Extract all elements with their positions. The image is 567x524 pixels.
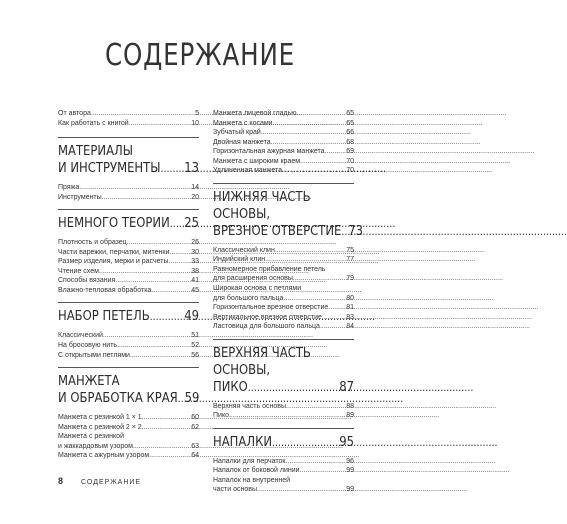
- toc-entry[interactable]: Двойная манжета ..... 68: [213, 138, 354, 148]
- toc-entry[interactable]: [58, 119, 199, 129]
- section-page: 59: [184, 390, 200, 407]
- section-divider: [213, 339, 354, 340]
- section-page: 87: [339, 378, 355, 395]
- section-heading-upper-part[interactable]: ВЕРХНЯЯ ЧАСТЬ ОСНОВЫ, ПИКО ..... 87: [213, 345, 354, 396]
- section-heading-thimbles[interactable]: НАПАЛКИ ..... 95: [213, 434, 354, 451]
- toc-left-column: [58, 109, 199, 461]
- toc-entry-title: Как работать с книгой: [58, 119, 129, 127]
- toc-entry[interactable]: Индийский клин ..... 77: [213, 255, 354, 265]
- page-footer: [58, 476, 141, 486]
- toc-entry[interactable]: Напалки для перчаток ..... 96: [213, 457, 354, 467]
- toc-entry[interactable]: Манжета с широким краем ..... 70: [213, 157, 354, 167]
- page-title: СОДЕРЖАНИЕ: [104, 38, 296, 73]
- toc-entry-page: 5: [195, 110, 199, 117]
- section-divider: [213, 183, 354, 184]
- toc-entry[interactable]: Размер изделия, мерки и расчеты ..... 33: [58, 257, 199, 267]
- toc-entry[interactable]: Влажно-тепловая обработка ..... 45: [58, 286, 199, 296]
- section-heading-cuff[interactable]: МАНЖЕТА И ОБРАБОТКА КРАЯ ..... 59: [58, 373, 199, 407]
- toc-entry[interactable]: части основы ..... 99: [213, 485, 354, 495]
- toc-entry[interactable]: для большого пальца ..... 80: [213, 294, 354, 304]
- toc-entry[interactable]: С открытыми петлями ..... 56: [58, 351, 199, 361]
- toc-entry[interactable]: Ластовица для большого пальца ..... 84: [213, 322, 354, 332]
- section-page: 25: [184, 215, 200, 232]
- section-heading-theory[interactable]: НЕМНОГО ТЕОРИИ ..... 25: [58, 215, 199, 232]
- section-page: 13: [184, 160, 200, 177]
- toc-entry[interactable]: Зубчатый край ..... 66: [213, 128, 354, 138]
- toc-entry[interactable]: Чтение схем ..... 38: [58, 267, 199, 277]
- toc-entry[interactable]: Плотность и образец ..... 26: [58, 238, 199, 248]
- toc-entry[interactable]: Инструменты ..... 20: [58, 193, 199, 203]
- running-head: СОДЕРЖАНИЕ: [81, 479, 142, 486]
- toc-entry[interactable]: Горизонтальное врезное отверстие ..... 81: [213, 303, 354, 313]
- toc-entry[interactable]: Вертикальное врезное отверстие ..... 83: [213, 313, 354, 323]
- toc-entry-line1[interactable]: Напалок на внутренней: [213, 476, 291, 484]
- section-divider: [213, 428, 354, 429]
- toc-entry[interactable]: Пряжа ..... 14: [58, 183, 199, 193]
- toc-entry[interactable]: Пико ..... 89: [213, 411, 354, 421]
- toc-entry[interactable]: На бросовую нить ..... 52: [58, 341, 199, 351]
- section-heading-materials[interactable]: МАТЕРИАЛЫ И ИНСТРУМЕНТЫ ..... 13: [58, 143, 199, 177]
- toc-entry[interactable]: Напалок от боковой линии ..... 99: [213, 466, 354, 476]
- section-page: 73: [348, 222, 364, 239]
- toc-entry[interactable]: [58, 109, 199, 119]
- toc-entry[interactable]: Манжета с ажурным узором ..... 64: [58, 451, 199, 461]
- section-divider: [58, 209, 199, 210]
- toc-entry-line1[interactable]: Широкая основа с петлями: [213, 285, 302, 293]
- toc-entry[interactable]: Горизонтальная ажурная манжета ..... 69: [213, 147, 354, 157]
- toc-entry-line1[interactable]: Равномерное прибавление петель: [213, 265, 326, 273]
- section-divider: [58, 137, 199, 138]
- toc-entry-line1[interactable]: Манжета с резинкой: [58, 433, 124, 441]
- toc-entry-page: 10: [191, 119, 199, 127]
- toc-entry[interactable]: Манжета лицевой гладью ..... 65: [213, 109, 354, 119]
- section-heading-lower-part[interactable]: НИЖНЯЯ ЧАСТЬ ОСНОВЫ, ВРЕЗНОЕ ОТВЕРСТИЕ ..... 73: [213, 189, 354, 240]
- toc-entry[interactable]: Классический ..... 51: [58, 331, 199, 341]
- toc-right-column: [213, 109, 364, 495]
- section-divider: [58, 302, 199, 303]
- toc-entry[interactable]: Манжета с резинкой 2 × 2 ..... 62: [58, 423, 199, 433]
- section-divider: [58, 367, 199, 368]
- section-heading-caston[interactable]: НАБОР ПЕТЕЛЬ ..... 49: [58, 308, 199, 325]
- toc-entry-title: От автора: [58, 110, 91, 117]
- section-page: 95: [339, 433, 355, 450]
- page-number: 8: [58, 476, 64, 486]
- toc-entry[interactable]: для расширения основы ..... 79: [213, 274, 354, 284]
- toc-entry[interactable]: Удлиненная манжета ..... 70: [213, 166, 354, 176]
- toc-entry[interactable]: Манжета с косами ..... 65: [213, 119, 354, 129]
- toc-entry[interactable]: и жаккардовым узором ..... 63: [58, 442, 199, 452]
- toc-entry[interactable]: Манжета с резинкой 1 × 1 ..... 60: [58, 413, 199, 423]
- toc-entry[interactable]: Способы вязания ..... 41: [58, 276, 199, 286]
- toc-entry[interactable]: Части варежки, перчатки, митенки ..... 30: [58, 248, 199, 258]
- toc-entry[interactable]: Классический клин ..... 75: [213, 246, 354, 256]
- toc-entry[interactable]: Верхняя часть основы ..... 88: [213, 402, 354, 412]
- section-page: 49: [184, 308, 200, 325]
